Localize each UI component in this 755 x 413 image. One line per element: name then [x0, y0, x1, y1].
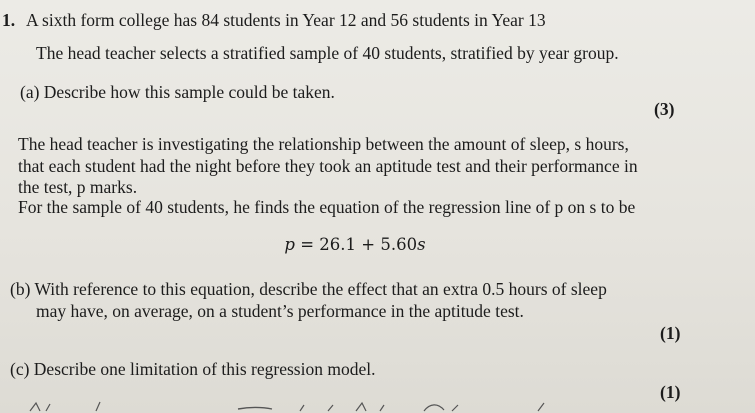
equation-lhs: p — [284, 235, 295, 254]
question-intro-line-2: The head teacher selects a stratified sample of 40 students, stratified by year group. — [36, 43, 619, 63]
part-b-marks: (1) — [660, 323, 681, 343]
context-line-3: the test, p marks. — [18, 177, 138, 197]
context-line-4: For the sample of 40 students, he finds the equation of the regression line of p on s to be — [18, 197, 636, 217]
handwriting-marks-decoration — [0, 393, 755, 413]
equation-plus: + — [356, 235, 381, 254]
context-line-2: that each student had the night before they took an aptitude test and their performance in — [18, 156, 638, 176]
part-c-marks: (1) — [660, 382, 681, 402]
part-a-marks: (3) — [654, 99, 675, 119]
part-b-line-2: may have, on average, on a student’s performance in the aptitude test. — [36, 301, 524, 321]
part-b-line-1: (b) With reference to this equation, describe the effect that an extra 0.5 hours of sleep — [10, 279, 607, 299]
question-intro-line-1: A sixth form college has 84 students in Year 12 and 56 students in Year 13 — [26, 10, 546, 30]
question-number: 1. — [2, 10, 16, 30]
part-a-text: (a) Describe how this sample could be taken. — [20, 82, 335, 102]
context-line-1: The head teacher is investigating the relationship between the amount of sleep, s hours, — [18, 134, 629, 154]
equation-constant: 26.1 — [319, 235, 357, 254]
equation-equals: = — [294, 235, 320, 254]
regression-equation — [0, 237, 730, 254]
equation-variable: s — [417, 235, 426, 254]
equation-coefficient: 5.60 — [380, 235, 418, 254]
part-c-text: (c) Describe one limitation of this regression model. — [10, 359, 376, 379]
